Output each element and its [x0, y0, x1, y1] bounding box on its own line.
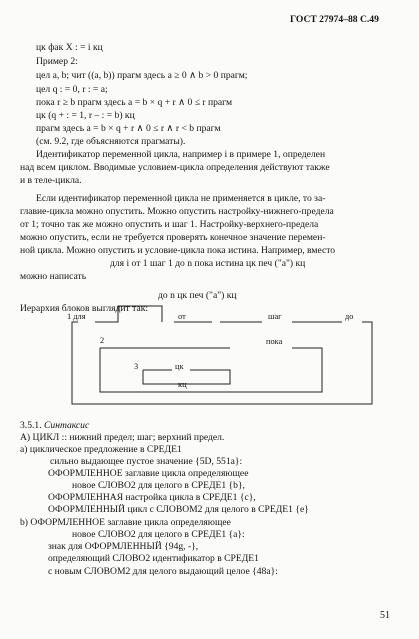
- diagram-label-shag: шаг: [268, 312, 282, 321]
- rule-line: ОФОРМЛЕННЫЙ цикл с СЛОВОМ2 для целого в СРЕДЕ1 {e}: [48, 504, 309, 515]
- rule-line: новое СЛОВО2 для целого в СРЕДЕ1 {b},: [72, 480, 245, 491]
- code-line: цк (q + : = 1, r – : = b) кц: [36, 110, 135, 121]
- rule-line: знак для ОФОРМЛЕННЫЙ {94g, -},: [48, 541, 199, 552]
- diagram-label-tsk: цк: [175, 362, 184, 371]
- diagram-label-2: 2: [100, 336, 105, 345]
- text-line: главие-цикла можно опустить. Можно опустить настройку-нижнего-предела: [20, 206, 334, 217]
- text-line: Если идентификатор переменной цикла не применяется в цикле, то за-: [36, 193, 326, 204]
- rule-line: b) ОФОРМЛЕННОЕ заглавие цикла определяющее: [20, 517, 231, 528]
- diagram-label-dlya: 1 для: [67, 312, 86, 321]
- diagram-label-poka: пока: [266, 337, 283, 346]
- hierarchy-intro: Иерархия блоков выглядит так:: [20, 303, 149, 314]
- page-header: ГОСТ 27974–88 С.49: [290, 14, 379, 25]
- section-heading: [20, 420, 89, 431]
- diagram-label-3: 3: [134, 362, 139, 371]
- text-line: можно написать: [20, 271, 87, 282]
- code-line: прагм здесь a = b × q + r ∧ 0 ≤ r ∧ r < b прагм: [36, 123, 221, 134]
- rule-line: A) ЦИКЛ :: нижний предел; шаг; верхний предел.: [20, 432, 225, 443]
- rule-line: ОФОРМЛЕННАЯ настройка цикла в СРЕДЕ1 {c},: [48, 492, 256, 503]
- rule-line: с новым СЛОВОМ2 для целого выдающий целое {48a}:: [48, 566, 278, 577]
- text-line: ной цикла. Можно опустить и условие-цикла пока истина. Например, вместо: [20, 245, 336, 256]
- code-line: цел q : = 0, r : = a;: [36, 84, 108, 95]
- rule-line: определяющий СЛОВО2 идентификатор в СРЕДЕ1: [48, 553, 259, 564]
- page-number: 51: [380, 610, 390, 621]
- section-title: Синтаксис: [44, 420, 90, 431]
- text-line: над всем циклом. Вводимые условием-цикла определения действуют также: [20, 162, 330, 173]
- code-line: Пример 2:: [36, 56, 78, 67]
- code-line: (см. 9.2, где объясняются прагматы).: [36, 136, 186, 147]
- diagram-label-do: до: [345, 312, 354, 321]
- rule-line: a) циклическое предложение в СРЕДЕ1: [20, 444, 182, 455]
- diagram-label-ot: от: [178, 312, 186, 321]
- rule-line: ОФОРМЛЕННОЕ заглавие цикла определяющее: [48, 468, 249, 479]
- example-full: для i от 1 шаг 1 до n пока истина цк печ ("a") кц: [110, 258, 306, 269]
- rule-line: новое СЛОВО2 для целого в СРЕДЕ1 {a}:: [72, 529, 245, 540]
- diagram-label-kts: кц: [178, 380, 187, 389]
- section-number: 3.5.1.: [20, 420, 42, 431]
- text-line: и в теле-цикла.: [20, 175, 82, 186]
- text-line: от 1; точно так же можно опустить и шаг 1. Настройку-верхнего-предела: [20, 219, 319, 230]
- text-line: можно опустить, если не требуется проверять конечное значение перемен-: [20, 232, 326, 243]
- rule-line: сильно выдающее пустое значение {5D, 551a}:: [50, 456, 243, 467]
- block-1-header-bump: [95, 306, 162, 322]
- code-line: пока r ≥ b прагм здесь a = b × q + r ∧ 0 ≤ r прагм: [36, 97, 233, 108]
- code-line: цк фак X : = i кц: [36, 42, 103, 53]
- code-line: цел a, b; чит ((a, b)) прагм здесь a ≥ 0 ∧ b > 0 прагм;: [36, 70, 248, 81]
- text-line: Идентификатор переменной цикла, например i в примере 1, определен: [36, 149, 326, 160]
- example-short: до n цк печ ("a") кц: [158, 290, 237, 301]
